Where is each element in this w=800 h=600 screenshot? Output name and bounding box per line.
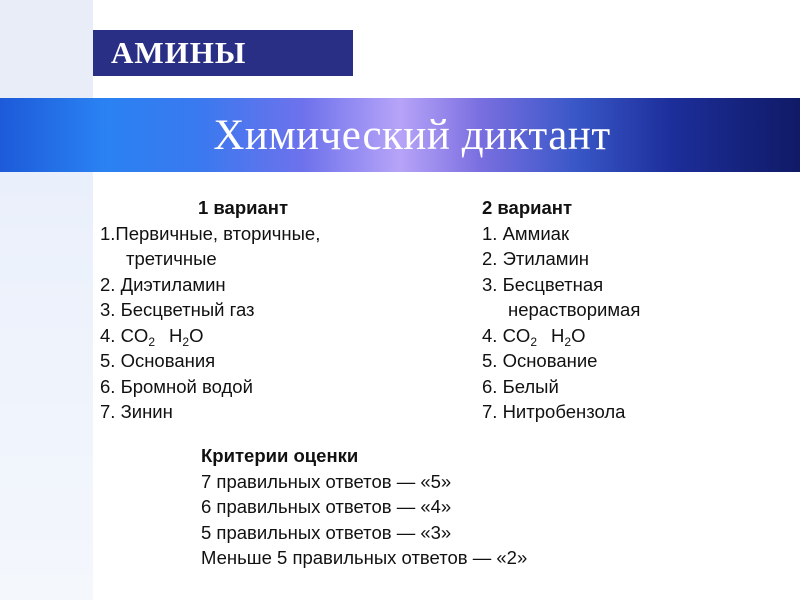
formula-subscript: 2 [564, 334, 572, 349]
variant-2-answer-1: 1. Аммиак [482, 222, 570, 244]
variant-2-answer-7: 7. Нитробензола [482, 401, 626, 422]
variant-1-title: 1 вариант [198, 197, 289, 218]
variant-1-answer-1-line2: третичные [126, 248, 217, 269]
formula-co-prefix: 4. CO [100, 324, 149, 346]
variant-2-answer-3-line1: 3. Бесцветная [482, 273, 604, 295]
variant-2-answer-3-line2: нерастворимая [508, 299, 641, 320]
criteria-title: Критерии оценки [201, 445, 359, 466]
variant-1-answer-1-line1: 1.Первичные, вторичные, [100, 222, 321, 244]
variant-2-answer-4 [482, 323, 792, 349]
variant-1-answer-3: 3. Бесцветный газ [100, 299, 255, 320]
variant-1-column [100, 195, 460, 425]
slide-title: АМИНЫ [111, 35, 247, 70]
criteria-line: Меньше 5 правильных ответов — «2» [201, 547, 528, 568]
variant-2-column [482, 195, 792, 425]
formula-o: O [571, 324, 586, 346]
criteria-line: 6 правильных ответов — «4» [201, 496, 452, 517]
formula-subscript: 2 [530, 334, 538, 349]
formula-h: H [551, 324, 565, 346]
formula-subscript: 2 [182, 334, 190, 349]
banner-title: Химический диктант [213, 112, 611, 159]
variant-1-answer-4 [100, 323, 460, 349]
variant-1-answer-2: 2. Диэтиламин [100, 273, 226, 295]
variant-2-answer-6: 6. Белый [482, 375, 559, 397]
grading-criteria [201, 443, 761, 571]
formula-h: H [169, 324, 183, 346]
formula-subscript: 2 [148, 334, 156, 349]
formula-co-prefix: 4. CO [482, 324, 531, 346]
variant-2-answer-3 [482, 272, 792, 323]
criteria-line: 5 правильных ответов — «3» [201, 521, 452, 543]
variant-1-answer-1 [100, 221, 460, 272]
variant-1-answer-7: 7. Зинин [100, 401, 173, 422]
criteria-line: 7 правильных ответов — «5» [201, 470, 452, 492]
left-decor-strip-lower [0, 172, 93, 600]
banner [0, 98, 800, 172]
variant-1-answer-5: 5. Основания [100, 350, 216, 371]
slide-title-box [93, 30, 353, 76]
formula-o: O [189, 324, 204, 346]
variant-2-answer-2: 2. Этиламин [482, 248, 590, 269]
variant-1-answer-6: 6. Бромной водой [100, 375, 253, 397]
variant-2-answer-5: 5. Основание [482, 350, 598, 371]
variant-2-title: 2 вариант [482, 197, 573, 218]
